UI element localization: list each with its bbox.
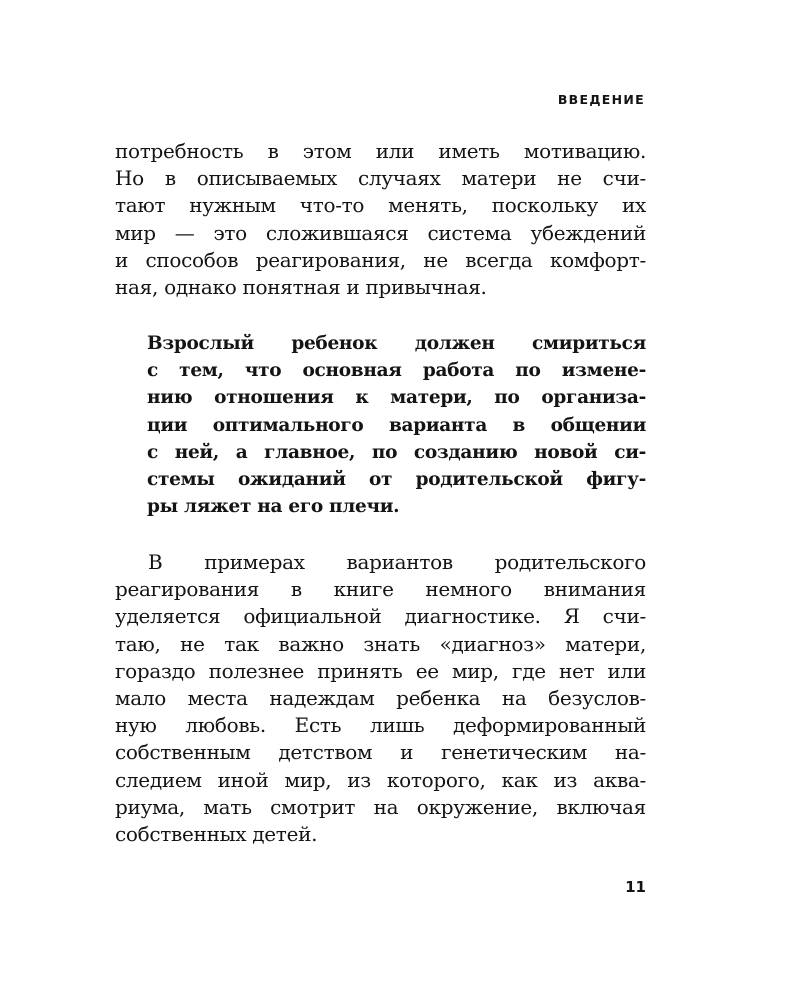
text-line: мир — это сложившаяся система убеждений — [115, 220, 646, 245]
text-line: собственных детей. — [115, 821, 318, 846]
text-line: тают нужным что-то менять, поскольку их — [115, 193, 646, 218]
text-line: таю, не так важно знать «диагноз» матери, — [115, 631, 646, 656]
page-number: 11 — [625, 878, 646, 896]
text-line: мало места надеждам ребенка на безуслов- — [115, 685, 646, 710]
text-line: ная, однако понятная и привычная. — [115, 274, 487, 299]
text-line: и способов реагирования, не всегда комфорт- — [115, 247, 646, 272]
text-line: следием иной мир, из которого, как из аква- — [115, 767, 646, 792]
text-line: ную любовь. Есть лишь деформированный — [115, 713, 646, 738]
text-line: потребность в этом или иметь мотивацию. — [115, 139, 646, 163]
text-line: Но в описываемых случаях матери не счи- — [115, 166, 646, 191]
emphasis-line: стемы ожиданий от родительской фигу- — [147, 468, 646, 490]
text-line: риума, мать смотрит на окружение, включая — [115, 794, 646, 819]
emphasis-block — [147, 330, 646, 520]
text-line: реагирования в книге немного внимания — [115, 577, 646, 602]
text-line: уделяется официальной диагностике. Я счи- — [115, 604, 646, 629]
paragraph-diagnostics — [115, 549, 646, 848]
emphasis-line: нию отношения к матери, по организа- — [147, 387, 646, 409]
text-line: собственным детством и генетическим на- — [115, 740, 646, 765]
paragraph-intro — [115, 138, 646, 301]
emphasis-line: ции оптимального варианта в общении — [147, 414, 646, 436]
emphasis-line: с ней, а главное, по созданию новой си- — [147, 441, 646, 463]
emphasis-line: ры ляжет на его плечи. — [147, 496, 400, 518]
emphasis-line: Взрослый ребенок должен смириться — [147, 333, 646, 354]
text-line: гораздо полезнее принять ее мир, где нет или — [115, 658, 646, 683]
text-line: В примерах вариантов родительского — [148, 550, 646, 574]
running-header-title: ВВЕДЕНИЕ — [557, 92, 645, 107]
emphasis-line: с тем, что основная работа по измене- — [147, 360, 646, 382]
